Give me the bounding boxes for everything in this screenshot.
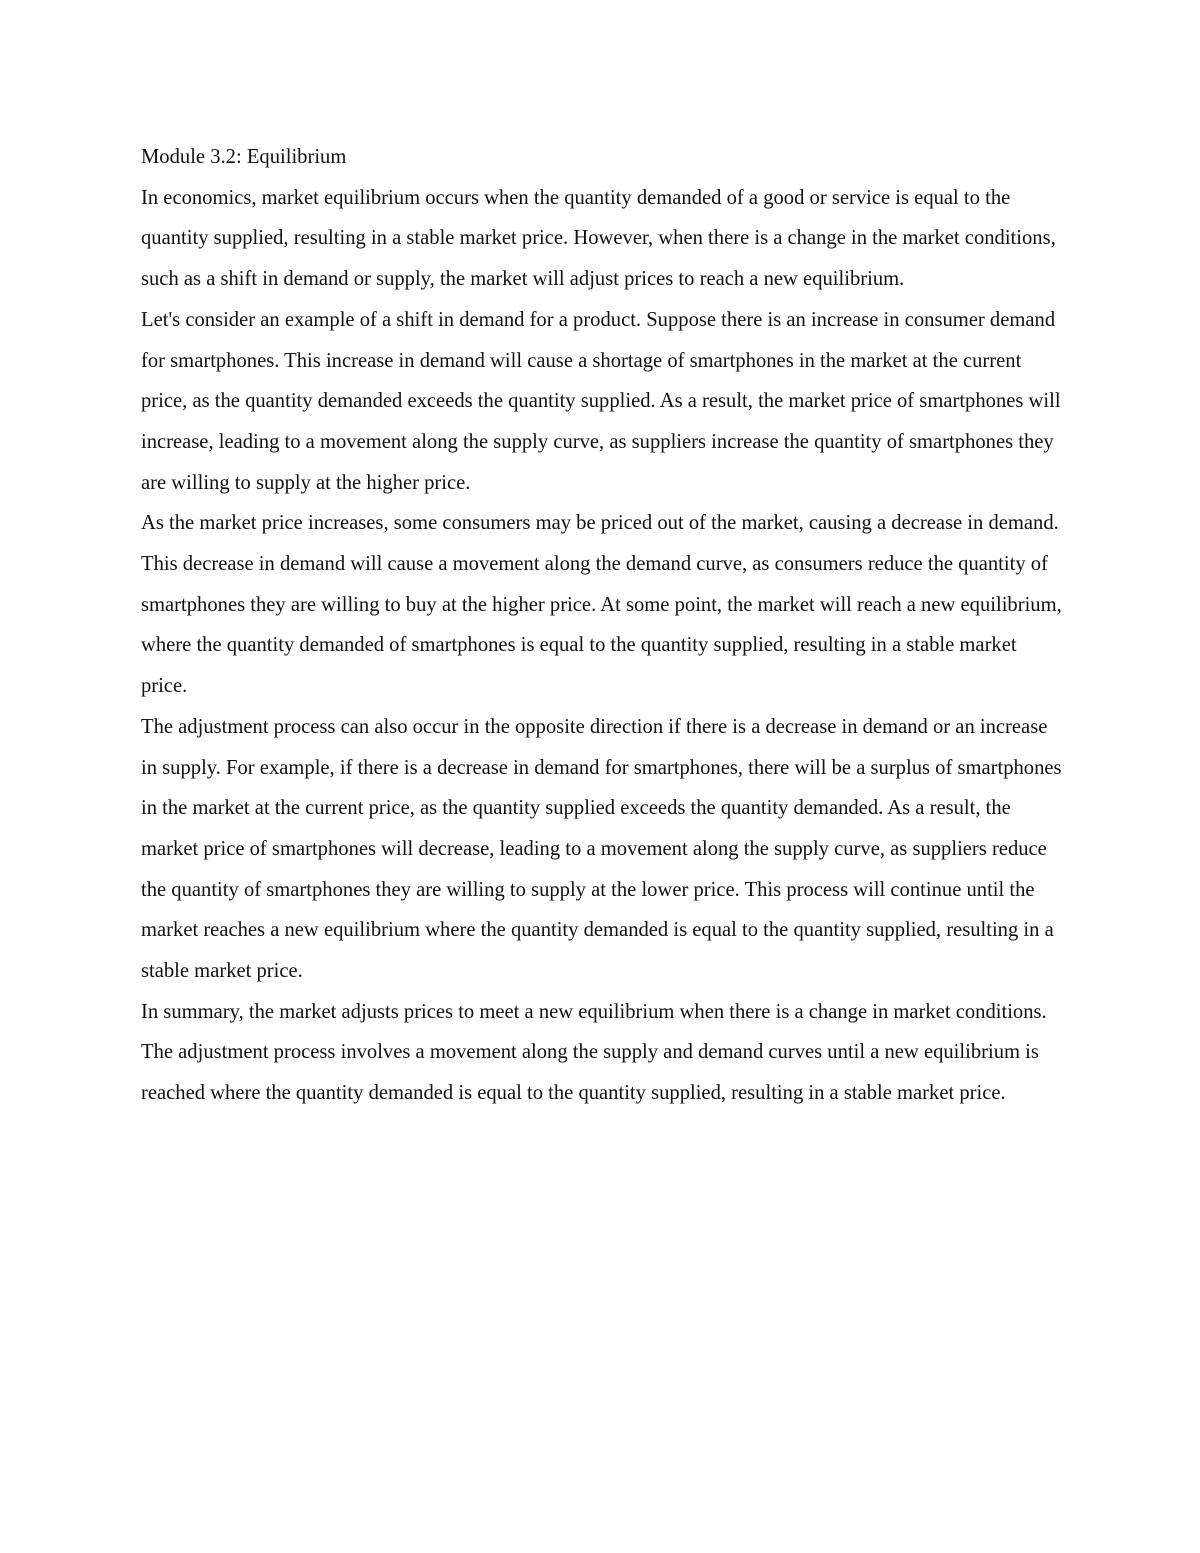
paragraph-summary: In summary, the market adjusts prices to meet a new equilibrium when there is a change in market conditions. The adjustment process involves a movement along the supply and demand curves until a new equilibrium is reached where the quantity demanded is equal to the quantity supplied, resulting in a stable market price. [141, 1000, 1047, 1105]
paragraph-definition: In economics, market equilibrium occurs when the quantity demanded of a good or service is equal to the quantity supplied, resulting in a stable market price. However, when there is a change in the market conditions, such as a shift in demand or supply, the market will adjust prices to reach a new equilibrium. [141, 186, 1056, 291]
document-body [141, 137, 1066, 1114]
paragraph-demand-increase: Let's consider an example of a shift in demand for a product. Suppose there is an increase in consumer demand for smartphones. This increase in demand will cause a shortage of smartphones in the market at the current price, as the quantity demanded exceeds the quantity supplied. As a result, the market price of smartphones will increase, leading to a movement along the supply curve, as suppliers increase the quantity of smartphones they are willing to supply at the higher price. [141, 308, 1061, 494]
paragraph-price-increase: As the market price increases, some consumers may be priced out of the market, causing a decrease in demand. This decrease in demand will cause a movement along the demand curve, as consumers reduce the quantity of smartphones they are willing to buy at the higher price. At some point, the market will reach a new equilibrium, where the quantity demanded of smartphones is equal to the quantity supplied, resulting in a stable market price. [141, 512, 1062, 698]
document-title: Module 3.2: Equilibrium [141, 146, 347, 168]
paragraph-opposite-direction: The adjustment process can also occur in the opposite direction if there is a decrease in demand or an increase in supply. For example, if there is a decrease in demand for smartphones, there will be a surplus of smartphones in the market at the current price, as the quantity supplied exceeds the quantity demanded. As a result, the market price of smartphones will decrease, leading to a movement along the supply curve, as suppliers reduce the quantity of smartphones they are willing to supply at the lower price. This process will continue until the market reaches a new equilibrium where the quantity demanded is equal to the quantity supplied, resulting in a stable market price. [141, 715, 1062, 983]
